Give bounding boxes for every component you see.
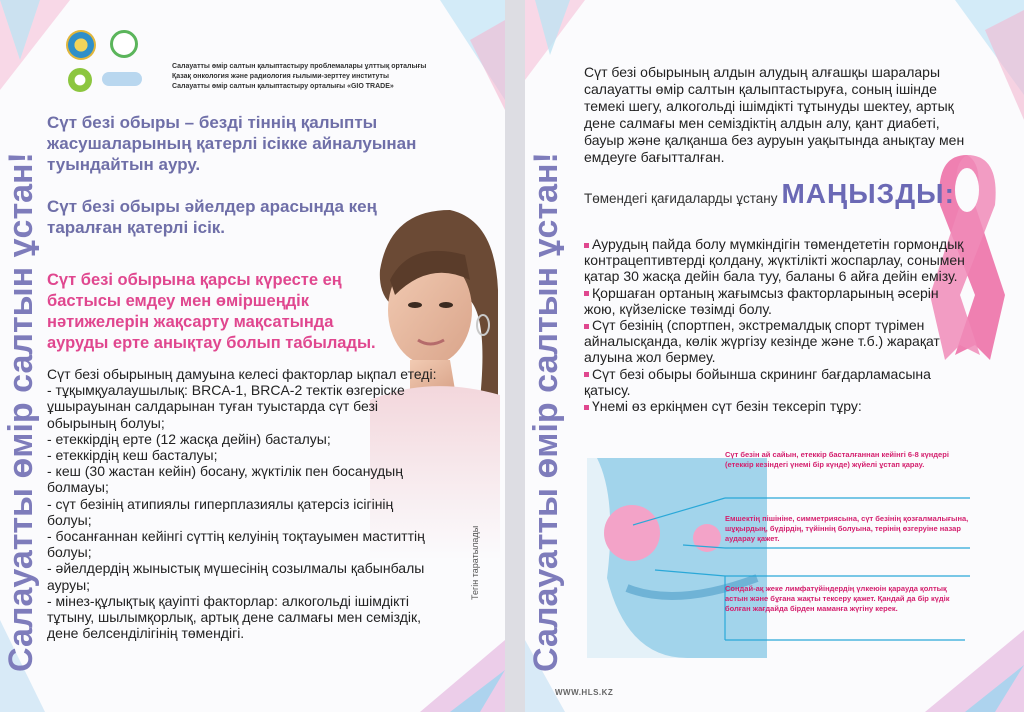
list-item: Сүт безі обыры бойынша скрининг бағдарламасына қатысу. (584, 365, 931, 398)
bullet-square-icon (584, 243, 589, 248)
list-item: Сүт безінің (спортпен, экстремалдық спорт түрімен айналысқанда, көлік жүргізу кезінде және т.б.) жарақат алуына жол бермеу. (584, 317, 940, 366)
institute-logo-icon (110, 30, 138, 58)
self-exam-figure (587, 458, 767, 658)
photo-caption: Тегін таратылады (470, 525, 480, 600)
risk-item: - әйелдердің жыныстық мүшесінің созылмалы қабынбалы ауруы; (47, 560, 425, 593)
org-line: Салауатты өмір салтын қалыптастыру проблемалары ұлттық орталығы (172, 63, 427, 70)
list-item: Қоршаған ортаның жағымсыз факторларының әсерін жою, күйзеліске төзімді болу. (584, 284, 939, 317)
vertical-title: Салауатты өмір салтын ұстан! (2, 152, 40, 672)
risk-item: - тұқымқуалаушылық: BRCA-1, BRCA-2 тектік өзгеріске ұшырауынан салдарынан туған туыстарда сүт безі обырының болуы; (47, 382, 405, 431)
logos (64, 30, 174, 96)
list-item: Үнемі өз еркіңмен сүт безін тексеріп тұру: (584, 398, 969, 414)
risk-factors (47, 366, 437, 641)
bullet-square-icon (584, 372, 589, 377)
org-line: Салауатты өмір салтын қалыптастыру орталығы «GIO TRADE» (172, 83, 394, 90)
risk-item: - кеш (30 жастан кейін) босану, жүктілік пен босанудың болмауы; (47, 463, 403, 496)
prevalence-paragraph: Сүт безі обыры әйелдер арасында кең таралған қатерлі ісік. (47, 197, 377, 237)
self-exam-note: Емшектің пішініне, симметриясына, сүт безінің қозғалмалығына, шұқырдың, бүдірдің, түйіннің болуына, терінің өзгеруіне назар аударау қажет. (725, 514, 969, 543)
website-url[interactable]: WWW.HLS.KZ (555, 688, 614, 697)
early-detection-paragraph: Сүт безі обырына қарсы күресте ең бастысы емдеу мен өміршеңдік нәтижелерін жақсарту мақсатында ауруды ерте анықтау болып табылады. (47, 271, 376, 352)
rules-list (584, 236, 969, 414)
risk-item: - етеккірдің ерте (12 жасқа дейін) басталуы; (47, 430, 331, 447)
kazakhstan-emblem-icon (66, 30, 96, 60)
risk-item: - мінез-құлықтық қауіпті факторлар: алкогольді ішімдікті тұтыну, шылымқорлық, артық дене салмағы мен семіздік, дене белсенділігінің төмендігі. (47, 592, 422, 642)
vertical-title: Салауатты өмір салтын ұстан! (527, 152, 565, 672)
organization-lines (172, 62, 482, 92)
risk-item: - етеккірдің кеш басталуы; (47, 447, 218, 464)
risk-item: - сүт безінің атипиялы гиперплазиялы қатерсіз ісігінің болуы; (47, 495, 394, 528)
important-word: МАҢЫЗДЫ: (781, 178, 955, 209)
bullet-square-icon (584, 405, 589, 410)
risk-item: - босанғаннан кейінгі сүттің келуінің тоқтауымен маститтің болуы; (47, 528, 425, 561)
important-prefix: Төмендегі қағидаларды ұстану (584, 191, 778, 206)
important-heading (584, 178, 955, 210)
self-exam-note: Сүт безін ай сайын, етеккір басталғаннан кейінгі 6-8 күндері (етеккір кезіндегі үнемі бір күнде) жүйелі ұстап қарау. (725, 450, 949, 469)
prevention-intro: Сүт безі обырының алдын алудың алғашқы шаралары салауатты өмір салтын қалыптастыруға, соның ішінде темекі шегу, алкогольді ішімдікті тұтынуды шектеу, артық дене салмағы мен семіздіктің алдын алу, қант диабеті, бауыр және қалқанша без ауруын уақытында анықтау мен емдеуге бағытталған. (584, 64, 965, 165)
hls-logo-icon (68, 68, 92, 92)
org-line: Қазақ онкология және радиология ғылыми-зерттеу институты (172, 73, 389, 80)
bullet-square-icon (584, 291, 589, 296)
gio-trade-logo-icon (102, 72, 142, 86)
risk-intro: Сүт безі обырының дамуына келесі факторлар ықпал етеді: (47, 366, 437, 382)
bullet-square-icon (584, 324, 589, 329)
right-page (525, 0, 1024, 712)
page-fold (505, 0, 525, 712)
self-exam-note: Сондай-ақ жеке лимфатүйіндердің үлкеюін қарауда қолтық астын және бұғана жақты тексеру қажет. Қандай да бір күдік болған жағдайда бірден маманға жүгіну керек. (725, 584, 950, 613)
definition-paragraph: Сүт безі обыры – безді тіннің қалыпты жасушаларының қатерлі ісікке айналуынан туындайтын ауру. (47, 113, 417, 174)
left-page (0, 0, 505, 712)
list-item: Аурудың пайда болу мүмкіндігін төмендететін гормондық контрацептивтерді қолдану, жүктілікті жоспарлау, сонымен қатар 30 жасқа дейін бала туу, баланы 6 айға дейін емізу. (584, 236, 965, 285)
